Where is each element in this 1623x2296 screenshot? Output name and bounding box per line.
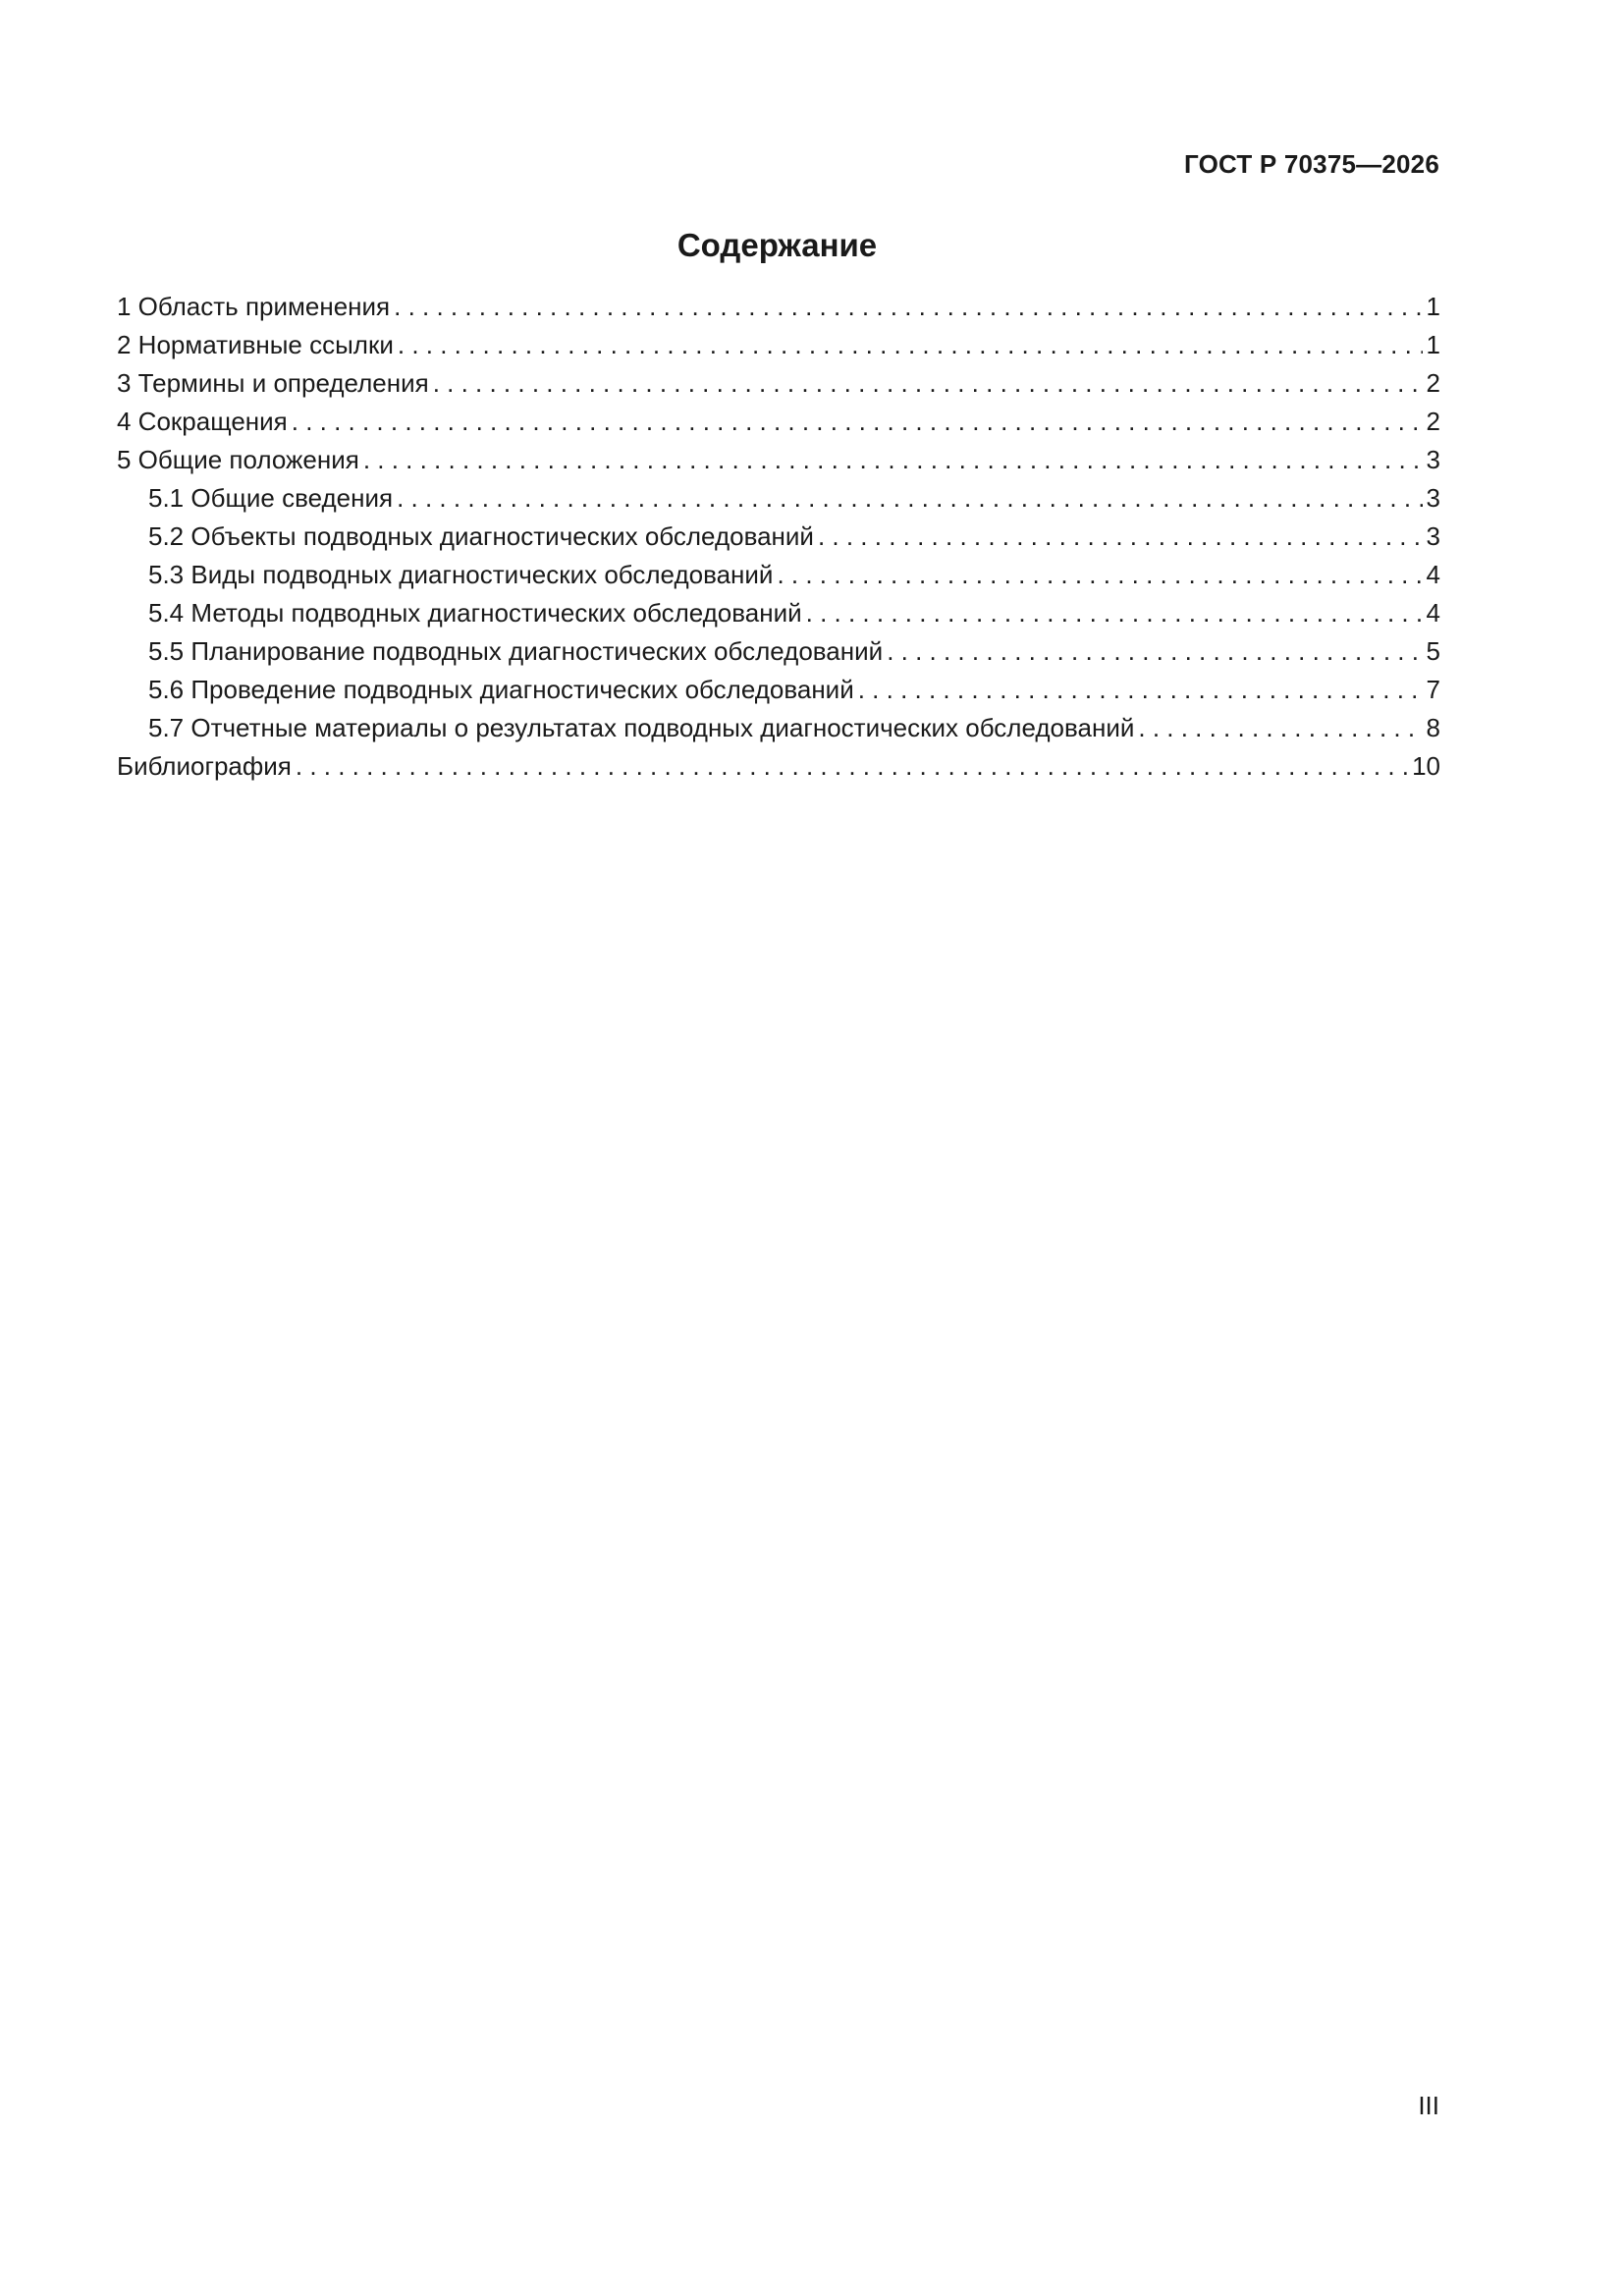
- toc-entry-label: Библиография: [117, 751, 292, 781]
- toc-entry-page: 3: [1426, 483, 1440, 513]
- toc-entry-label: 4 Сокращения: [117, 407, 288, 436]
- table-of-contents: [117, 292, 1440, 790]
- toc-entry-label: 5.5 Планирование подводных диагностических обследований: [148, 636, 884, 666]
- toc-entry-page: 1: [1426, 292, 1440, 321]
- toc-subentry[interactable]: [117, 675, 1440, 713]
- toc-subentry[interactable]: [117, 483, 1440, 521]
- toc-entry-label: 5 Общие положения: [117, 445, 359, 474]
- toc-entry[interactable]: [117, 445, 1440, 483]
- toc-entry-page: 3: [1426, 521, 1440, 551]
- toc-subentry[interactable]: [117, 713, 1440, 751]
- toc-title: Содержание: [676, 227, 878, 263]
- toc-entry-label: 5.3 Виды подводных диагностических обследований: [148, 560, 774, 589]
- toc-entry-label: 5.2 Объекты подводных диагностических обследований: [148, 521, 814, 551]
- toc-subentry[interactable]: [117, 521, 1440, 560]
- toc-dot-leader: [818, 521, 1423, 552]
- toc-entry[interactable]: [117, 751, 1440, 790]
- toc-dot-leader: [398, 330, 1423, 360]
- toc-entry-page: 7: [1426, 675, 1440, 704]
- toc-entry-page: 4: [1426, 598, 1440, 628]
- toc-entry-page: 1: [1426, 330, 1440, 359]
- toc-dot-leader: [887, 636, 1422, 667]
- toc-entry-page: 5: [1426, 636, 1440, 666]
- toc-dot-leader: [363, 445, 1423, 475]
- toc-entry-label: 5.4 Методы подводных диагностических обследований: [148, 598, 802, 628]
- toc-dot-leader: [858, 675, 1423, 705]
- toc-subentry[interactable]: [117, 636, 1440, 675]
- toc-dot-leader: [806, 598, 1423, 629]
- toc-entry-label: 5.1 Общие сведения: [148, 483, 394, 513]
- toc-entry-label: 5.7 Отчетные материалы о результатах подводных диагностических обследований: [148, 713, 1135, 742]
- toc-entry[interactable]: [117, 407, 1440, 445]
- toc-entry-page: 3: [1426, 445, 1440, 474]
- toc-subentry[interactable]: [117, 560, 1440, 598]
- toc-entry-label: 3 Термины и определения: [117, 368, 429, 398]
- toc-subentry[interactable]: [117, 598, 1440, 636]
- toc-entry[interactable]: [117, 368, 1440, 407]
- toc-dot-leader: [397, 483, 1422, 514]
- toc-entry-page: 4: [1426, 560, 1440, 589]
- toc-entry-label: 1 Область применения: [117, 292, 391, 321]
- toc-dot-leader: [296, 751, 1408, 782]
- toc-entry[interactable]: [117, 292, 1440, 330]
- toc-dot-leader: [777, 560, 1422, 590]
- toc-dot-leader: [292, 407, 1423, 437]
- toc-entry-page: 2: [1426, 368, 1440, 398]
- toc-dot-leader: [433, 368, 1423, 399]
- document-code: ГОСТ Р 70375—2026: [1184, 149, 1439, 179]
- toc-entry-label: 2 Нормативные ссылки: [117, 330, 394, 359]
- toc-entry-label: 5.6 Проведение подводных диагностических обследований: [148, 675, 854, 704]
- toc-entry-page: 8: [1426, 713, 1440, 742]
- toc-entry[interactable]: [117, 330, 1440, 368]
- page-number: III: [1418, 2091, 1439, 2120]
- toc-dot-leader: [1138, 713, 1422, 743]
- toc-entry-page: 10: [1412, 751, 1440, 781]
- toc-entry-page: 2: [1426, 407, 1440, 436]
- toc-dot-leader: [394, 292, 1422, 322]
